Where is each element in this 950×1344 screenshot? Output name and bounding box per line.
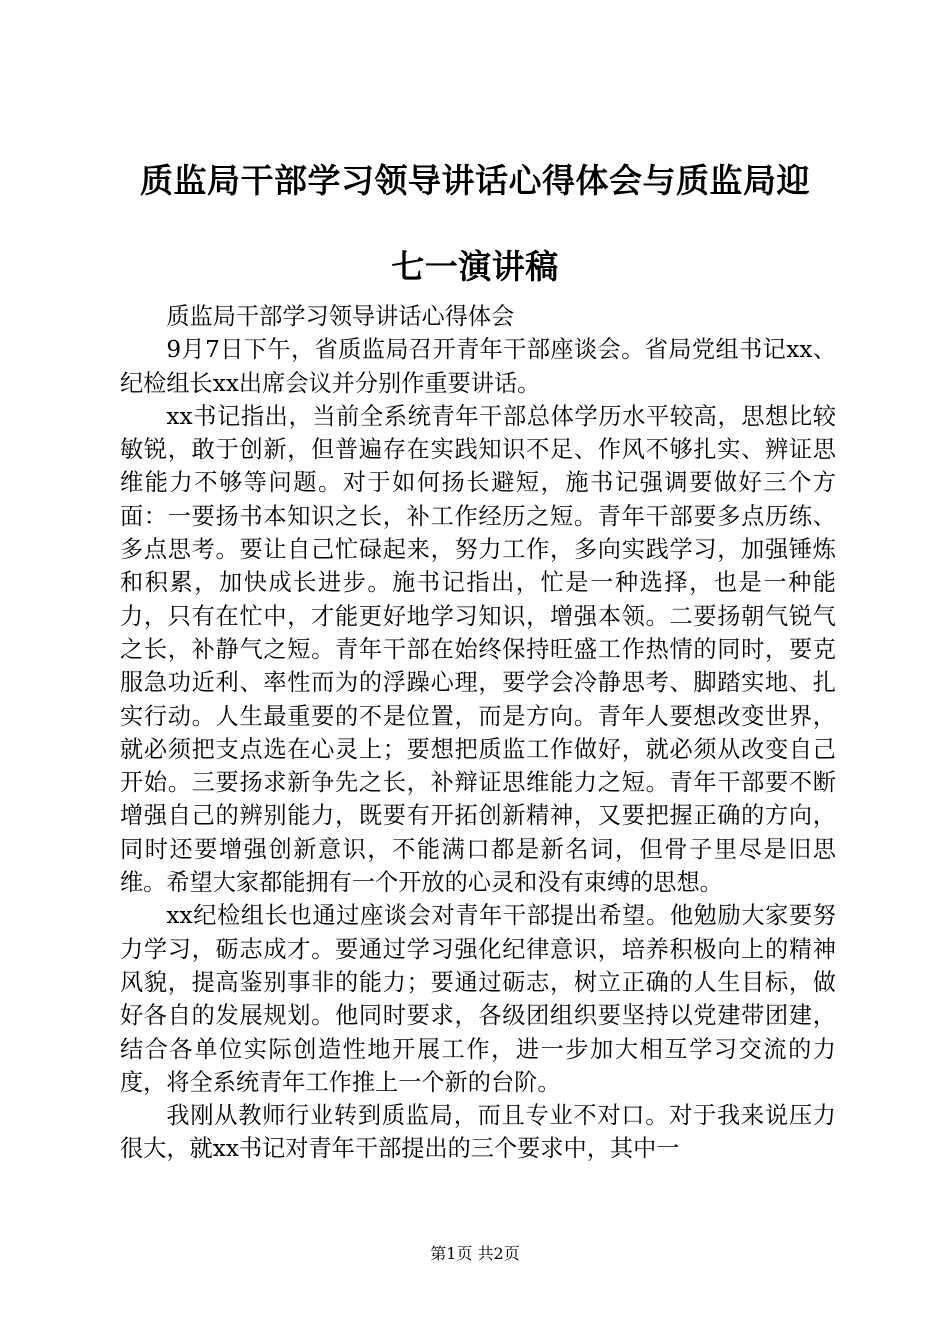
page-number-footer: 第1页 共2页 [430, 1244, 520, 1263]
body-paragraph: 我刚从教师行业转到质监局，而且专业不对口。对于我来说压力很大，就xx书记对青年干部提出的三个要求中，其中一 [120, 1102, 836, 1163]
body-paragraph: 9月7日下午，省质监局召开青年干部座谈会。省局党组书记xx、纪检组长xx出席会议并分别作重要讲话。 [120, 336, 836, 397]
document-title [120, 158, 830, 290]
subtitle-paragraph: 质监局干部学习领导讲话心得体会 [166, 303, 515, 330]
document-body [120, 300, 836, 1166]
title-line-2: 七一演讲稿 [391, 247, 559, 286]
body-paragraph: xx书记指出，当前全系统青年干部总体学历水平较高，思想比较敏锐，敢于创新，但普遍存在实践知识不足、作风不够扎实、辨证思维能力不够等问题。对于如何扬长避短，施书记强调要做好三个方面：一要扬书本知识之长，补工作经历之短。青年干部要多点历练、多点思考。要让自己忙碌起来，努力工作，多向实践学习，加强锤炼和积累，加快成长进步。施书记指出，忙是一种选择，也是一种能力，只有在忙中，才能更好地学习知识，增强本领。二要扬朝气锐气之长，补静气之短。青年干部在始终保持旺盛工作热情的同时，要克服急功近利、率性而为的浮躁心理，要学会冷静思考、脚踏实地、扎实行动。人生最重要的不是位置，而是方向。青年人要想改变世界，就必须把支点选在心灵上；要想把质监工作做好，就必须从改变自己开始。三要扬求新争先之长，补辩证思维能力之短。青年干部要不断增强自己的辨别能力，既要有开拓创新精神，又要把握正确的方向，同时还要增强创新意识，不能满口都是新名词，但骨子里尽是旧思维。希望大家都能拥有一个开放的心灵和没有束缚的思想。 [120, 402, 836, 897]
title-line-1: 质监局干部学习领导讲话心得体会与质监局迎 [140, 161, 810, 200]
body-paragraph: xx纪检组长也通过座谈会对青年干部提出希望。他勉励大家要努力学习，砺志成才。要通过学习强化纪律意识，培养积极向上的精神风貌，提高鉴别事非的能力；要通过砺志，树立正确的人生目标，做好各自的发展规划。他同时要求，各级团组织要坚持以党建带团建，结合各单位实际创造性地开展工作，进一步加大相互学习交流的力度，将全系统青年工作推上一个新的台阶。 [120, 902, 836, 1096]
